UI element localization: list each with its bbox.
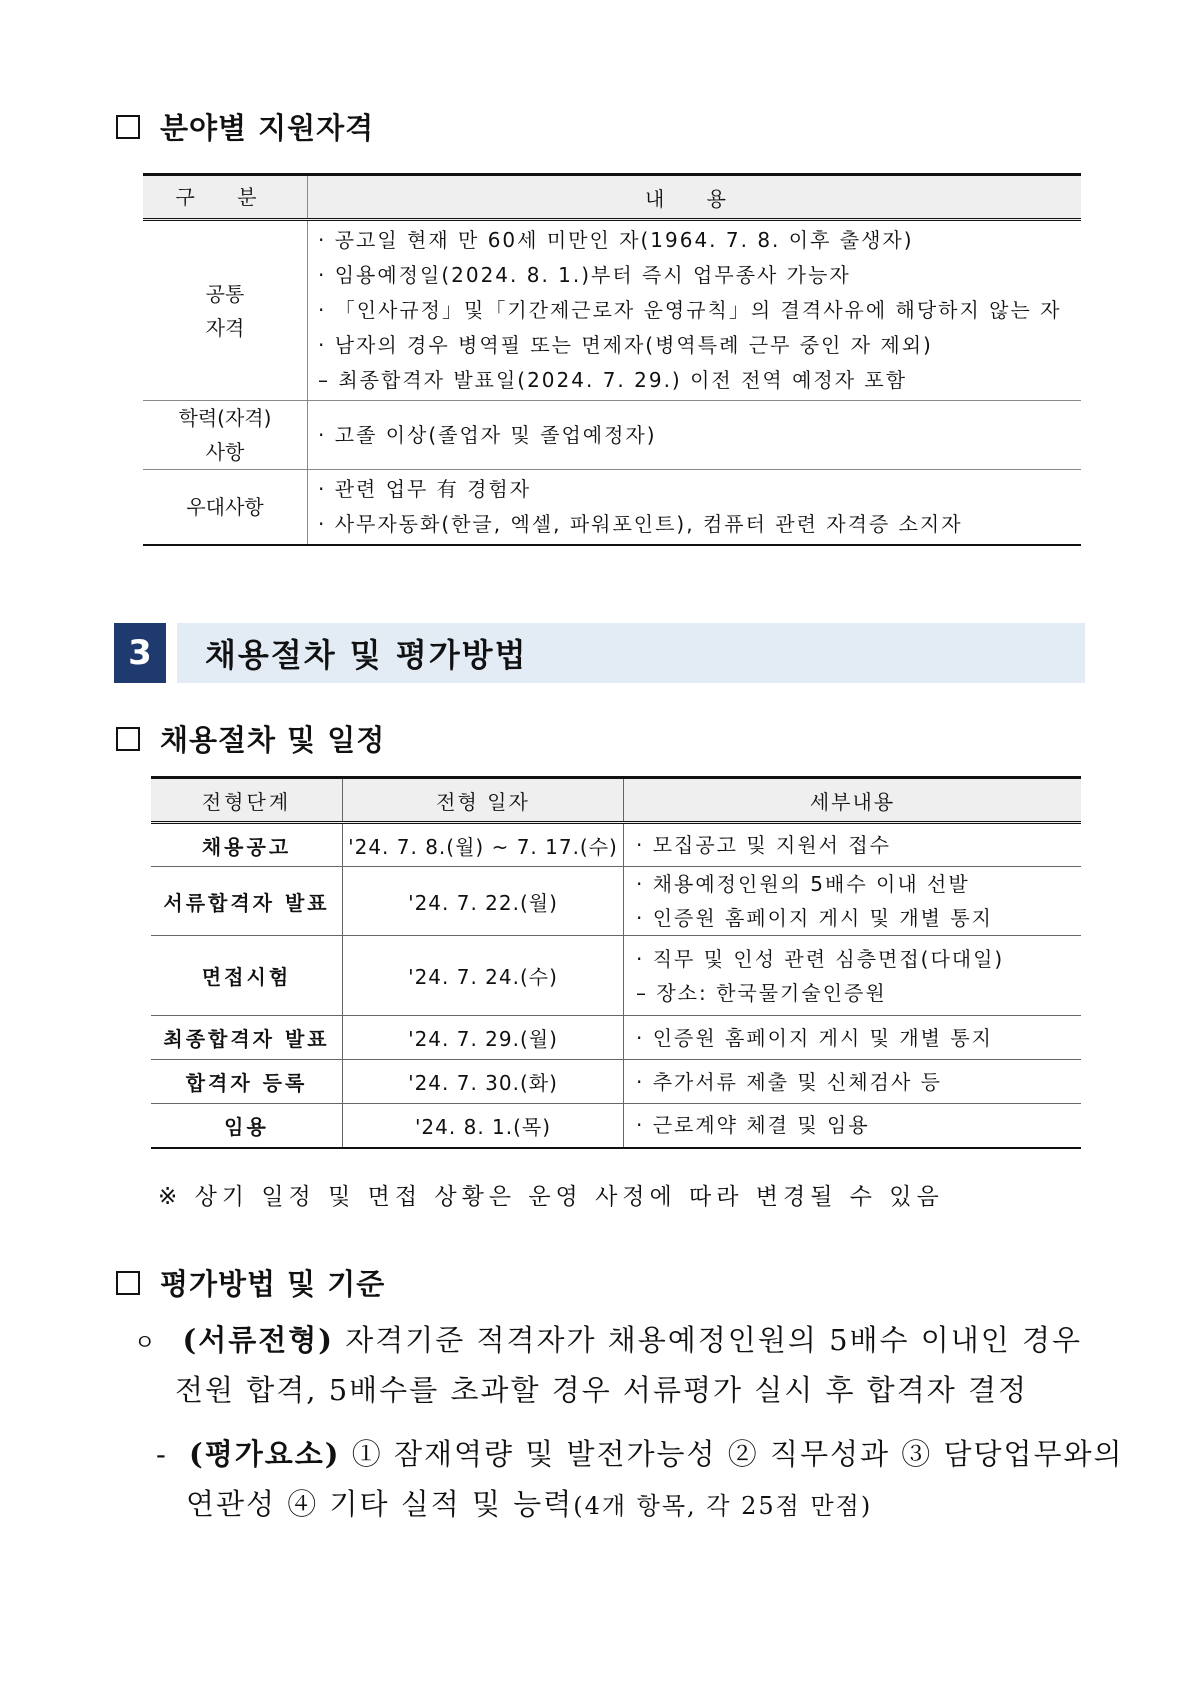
category-line: 학력(자격) [178, 406, 272, 430]
content-line: · 남자의 경우 병역필 또는 면제자(병역특례 근무 중인 자 제외) [318, 333, 933, 357]
header-content: 내 용 [308, 175, 1082, 220]
document-screening-text: 자격기준 적격자가 채용예정인원의 5배수 이내인 경우 [333, 1323, 1083, 1357]
stage-cell: 채용공고 [151, 823, 343, 867]
evaluation-heading-text: 평가방법 및 기준 [160, 1267, 386, 1301]
stage-cell: 임용 [151, 1104, 343, 1148]
detail-line: · 모집공고 및 지원서 접수 [636, 833, 891, 857]
details-cell [624, 1104, 1082, 1148]
schedule-heading-text: 채용절차 및 일정 [160, 723, 386, 757]
table-row [151, 936, 1081, 1016]
stage-cell: 서류합격자 발표 [151, 867, 343, 936]
stage-cell: 면접시험 [151, 936, 343, 1016]
content-line: · 관련 업무 有 경험자 [318, 477, 532, 501]
checkbox-square-icon [116, 1271, 140, 1295]
date-cell: '24. 8. 1.(목) [343, 1104, 624, 1148]
detail-line: – 장소: 한국물기술인증원 [636, 980, 887, 1005]
detail-line: · 추가서류 제출 및 신체검사 등 [636, 1069, 942, 1094]
date-cell: '24. 7. 24.(수) [343, 936, 624, 1016]
document-screening-paragraph [134, 1318, 1082, 1359]
date-cell: '24. 7. 29.(월) [343, 1016, 624, 1060]
category-line: 자격 [205, 315, 245, 340]
details-cell [624, 867, 1082, 936]
schedule-heading [116, 718, 385, 759]
detail-line: · 인증원 홈페이지 게시 및 개별 통지 [636, 906, 993, 930]
details-cell [624, 1016, 1082, 1060]
stage-cell: 최종합격자 발표 [151, 1016, 343, 1060]
header-stage: 전형단계 [151, 778, 343, 823]
schedule-table [151, 776, 1081, 1149]
category-line: 사항 [205, 440, 245, 464]
detail-line: · 인증원 홈페이지 게시 및 개별 통지 [636, 1025, 993, 1050]
date-cell: '24. 7. 22.(월) [343, 867, 624, 936]
table-row [151, 867, 1081, 936]
date-cell: '24. 7. 30.(화) [343, 1060, 624, 1104]
table-row [151, 1060, 1081, 1104]
table-row [143, 401, 1081, 470]
category-line: 공통 [205, 281, 245, 306]
bullet-circle: ㅇ [134, 1331, 158, 1356]
table-row [151, 1016, 1081, 1060]
content-line: · 「인사규정」및「기간제근로자 운영규칙」의 결격사유에 해당하지 않는 자 [318, 298, 1062, 322]
evaluation-elements-label: (평가요소) [189, 1437, 341, 1471]
section-title-banner [177, 623, 1085, 683]
evaluation-elements-line2-note: (4개 항목, 각 25점 만점) [573, 1492, 873, 1520]
checkbox-square-icon [116, 727, 140, 751]
document-screening-label: (서류전형) [182, 1323, 334, 1357]
stage-cell: 합격자 등록 [151, 1060, 343, 1104]
section-title: 채용절차 및 평가방법 [205, 636, 528, 674]
table-row [143, 220, 1081, 401]
content-cell [308, 220, 1082, 401]
section-number-badge: 3 [114, 623, 166, 683]
qualifications-table [143, 173, 1081, 546]
qualifications-heading-text: 분야별 지원자격 [160, 111, 375, 145]
evaluation-elements-line2-main: 연관성 ④ 기타 실적 및 능력 [186, 1487, 574, 1521]
table-row [151, 823, 1081, 867]
checkbox-square-icon [116, 115, 140, 139]
content-cell [308, 470, 1082, 546]
header-date: 전형 일자 [343, 778, 624, 823]
content-line: · 임용예정일(2024. 8. 1.)부터 즉시 업무종사 가능자 [318, 263, 851, 287]
detail-line: · 근로계약 체결 및 임용 [636, 1113, 870, 1138]
content-line: – 최종합격자 발표일(2024. 7. 29.) 이전 전역 예정자 포함 [318, 368, 908, 392]
table-header-row [143, 175, 1081, 220]
category-cell [143, 401, 308, 470]
detail-line: · 직무 및 인성 관련 심층면접(다대일) [636, 946, 1005, 971]
content-line: · 공고일 현재 만 60세 미만인 자(1964. 7. 8. 이후 출생자) [318, 228, 914, 252]
header-category: 구 분 [143, 175, 308, 220]
details-cell [624, 823, 1082, 867]
category-line: 우대사항 [186, 495, 264, 519]
document-screening-line2: 전원 합격, 5배수를 초과할 경우 서류평가 실시 후 합격자 결정 [175, 1373, 1028, 1407]
content-line: · 사무자동화(한글, 엑셀, 파워포인트), 컴퓨터 관련 자격증 소지자 [318, 512, 963, 536]
evaluation-elements-text: ① 잠재역량 및 발전가능성 ② 직무성과 ③ 담당업무와의 [340, 1437, 1124, 1471]
qualifications-heading [116, 106, 374, 147]
evaluation-elements-line2 [186, 1482, 872, 1523]
header-details: 세부내용 [624, 778, 1082, 823]
detail-line: · 채용예정인원의 5배수 이내 선발 [636, 872, 970, 896]
table-row [151, 1104, 1081, 1148]
evaluation-heading [116, 1262, 385, 1303]
category-cell [143, 220, 308, 401]
table-header-row [151, 778, 1081, 823]
category-cell [143, 470, 308, 546]
dash-marker: - [156, 1437, 168, 1471]
evaluation-elements-paragraph [156, 1432, 1124, 1473]
schedule-note: ※ 상기 일정 및 면접 상황은 운영 사정에 따라 변경될 수 있음 [158, 1184, 944, 1210]
table-row [143, 470, 1081, 546]
content-cell [308, 401, 1082, 470]
details-cell [624, 936, 1082, 1016]
date-cell: '24. 7. 8.(월) ~ 7. 17.(수) [343, 823, 624, 867]
details-cell [624, 1060, 1082, 1104]
content-line: · 고졸 이상(졸업자 및 졸업예정자) [318, 422, 657, 447]
